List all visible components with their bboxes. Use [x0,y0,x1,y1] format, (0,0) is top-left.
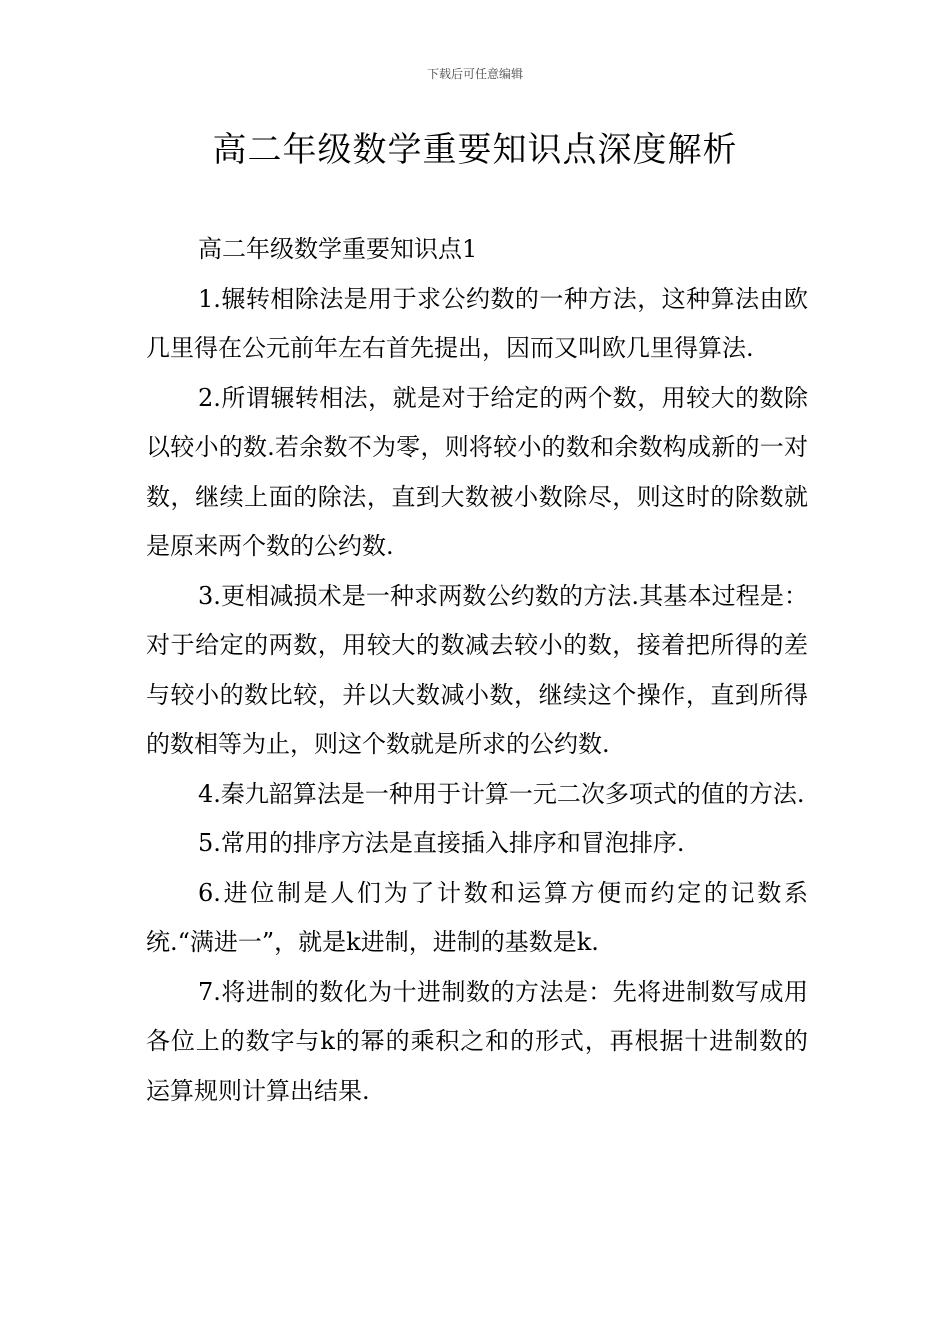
section-heading: 高二年级数学重要知识点1 [198,235,478,263]
header-note: 下载后可任意编辑 [426,67,523,81]
document-title: 高二年级数学重要知识点深度解析 [212,130,738,170]
paragraph-item-2: 2.所谓辗转相法，就是对于给定的两个数，用较大的数除以较小的数.若余数不为零，则将较小的数和余数构成新的一对数，继续上面的除法，直到大数被小数除尽，则这时的除数就是原来两个数的公约数. [146,383,808,560]
paragraph-item-1: 1.辗转相除法是用于求公约数的一种方法，这种算法由欧几里得在公元前年左右首先提出，因而又叫欧几里得算法. [146,284,808,362]
paragraph-item-3: 3.更相减损术是一种求两数公约数的方法.其基本过程是：对于给定的两数，用较大的数减去较小的数，接着把所得的差与较小的数比较，并以大数减小数，继续这个操作，直到所得的数相等为止，则这个数就是所求的公约数. [146,581,808,758]
paragraph-item-7: 7.将进制的数化为十进制数的方法是：先将进制数写成用各位上的数字与k的幂的乘积之和的形式，再根据十进制数的运算规则计算出结果. [146,977,808,1105]
paragraph-item-4: 4.秦九韶算法是一种用于计算一元二次多项式的值的方法. [198,779,805,808]
paragraph-item-6: 6.进位制是人们为了计数和运算方便而约定的记数系统.“满进一”，就是k进制，进制的基数是k. [146,878,808,956]
paragraph-item-5: 5.常用的排序方法是直接插入排序和冒泡排序. [198,829,685,857]
document-body [146,225,808,1116]
